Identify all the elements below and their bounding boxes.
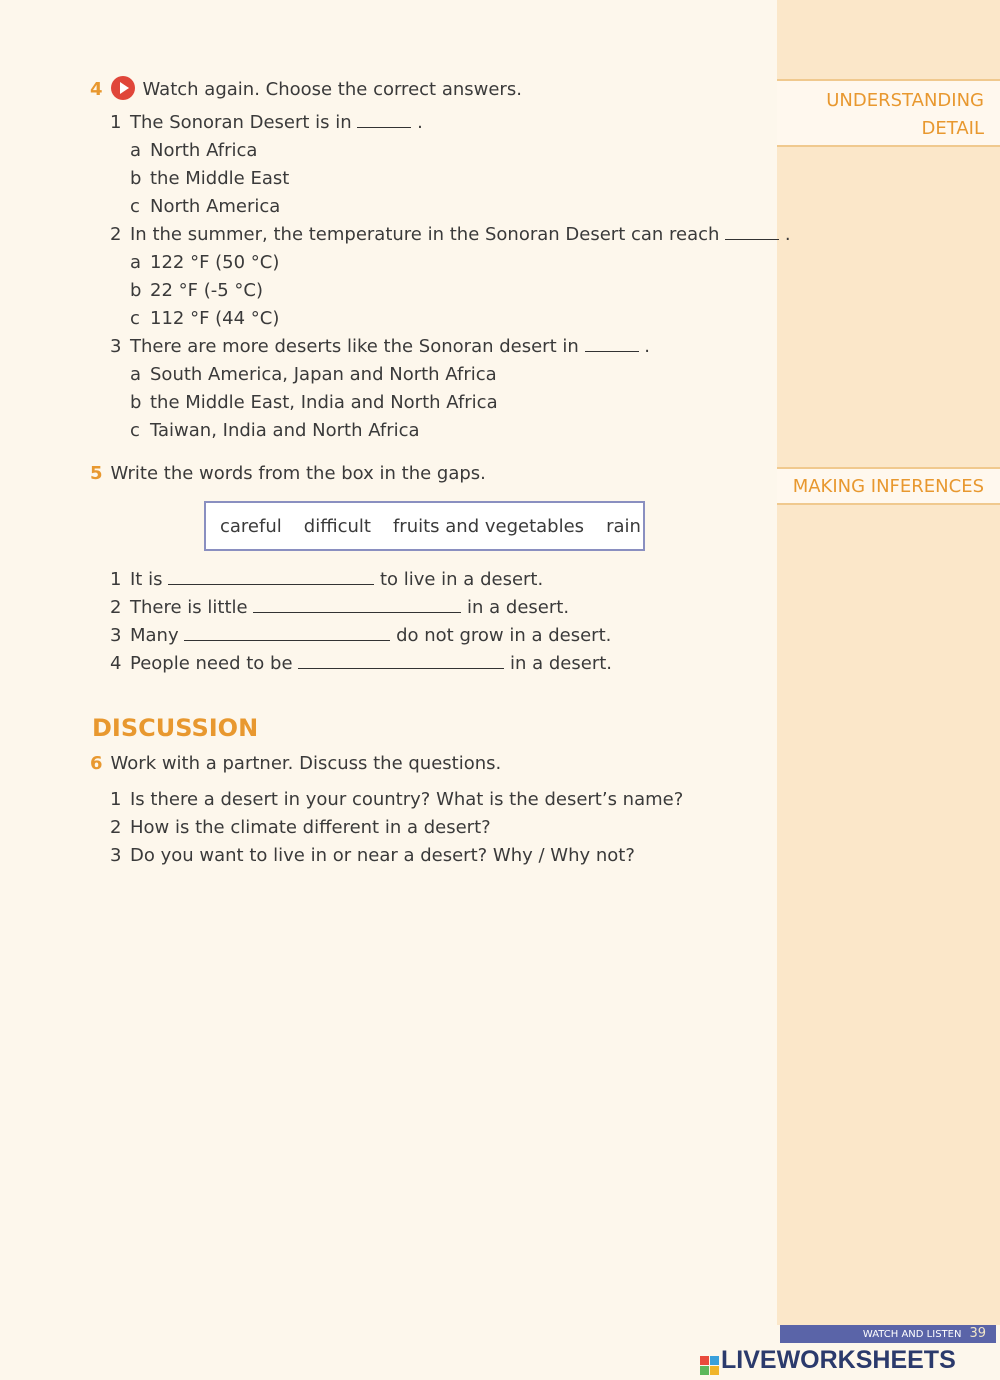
question-text: There are more deserts like the Sonoran desert in [130, 336, 579, 357]
question-number: 1 [110, 789, 122, 810]
answer-blank[interactable] [253, 598, 461, 613]
exercise-instruction: Watch again. Choose the correct answers. [142, 79, 522, 100]
footer-section: WATCH AND LISTEN [862, 1329, 962, 1340]
option[interactable] [130, 420, 420, 441]
option[interactable] [130, 280, 263, 301]
exercise-6-title [90, 753, 501, 774]
option-letter: a [130, 252, 142, 273]
exercise-number: 6 [90, 753, 103, 774]
sentence-number: 2 [110, 597, 122, 618]
question-number: 1 [110, 112, 122, 133]
sentence-before: There is little [130, 597, 248, 618]
question-number: 3 [110, 336, 122, 357]
option-text: 22 °F (-5 °C) [150, 280, 263, 301]
punctuation: . [644, 336, 650, 357]
exercise-number: 5 [90, 463, 103, 484]
punctuation: . [784, 224, 791, 245]
option-text: North America [150, 196, 281, 217]
sentence-after: to live in a desert. [379, 569, 544, 590]
answer-blank[interactable] [725, 225, 779, 240]
discussion-question [110, 845, 635, 866]
question-number: 2 [110, 224, 122, 245]
option[interactable] [130, 196, 280, 217]
option[interactable] [130, 364, 497, 385]
option-letter: c [130, 420, 140, 441]
word-box-item: fruits and vegetables [392, 515, 585, 537]
option-text: North Africa [150, 140, 258, 161]
sentence-before: It is [130, 569, 163, 590]
understanding-detail-heading [777, 79, 1000, 147]
option-letter: a [130, 140, 142, 161]
option-text: South America, Japan and North Africa [150, 364, 497, 385]
word-box-item: careful [220, 515, 282, 537]
answer-blank[interactable] [585, 337, 639, 352]
gap-sentence [110, 569, 543, 590]
option-text: 112 °F (44 °C) [150, 308, 280, 329]
sentence-number: 1 [110, 569, 122, 590]
option-letter: b [130, 168, 142, 189]
sentence-number: 3 [110, 625, 122, 646]
page-footer [780, 1325, 996, 1343]
question-text: The Sonoran Desert is in [130, 112, 352, 133]
option-text: the Middle East, India and North Africa [150, 392, 498, 413]
sentence-before: Many [130, 625, 179, 646]
question-text: How is the climate different in a desert? [130, 817, 491, 838]
question-text: Is there a desert in your country? What is the desert’s name? [130, 789, 684, 810]
heading-line: MAKING INFERENCES [792, 476, 984, 497]
sentence-number: 4 [110, 653, 122, 674]
sidebar [777, 0, 1000, 1325]
option-letter: b [130, 392, 142, 413]
gap-sentence [110, 597, 569, 618]
answer-blank[interactable] [168, 570, 374, 585]
option-letter: a [130, 364, 142, 385]
answer-blank[interactable] [298, 654, 504, 669]
word-box-item: difficult [303, 515, 371, 537]
punctuation: . [417, 112, 423, 133]
heading-line: DETAIL [921, 118, 984, 139]
question [110, 336, 650, 357]
gap-sentence [110, 625, 611, 646]
word-box [204, 501, 645, 551]
option[interactable] [130, 308, 279, 329]
option[interactable] [130, 140, 257, 161]
sentence-after: do not grow in a desert. [396, 625, 612, 646]
word-box-item: rain [606, 515, 641, 537]
page-number: 39 [969, 1326, 986, 1341]
question-number: 3 [110, 845, 122, 866]
sentence-after: in a desert. [510, 653, 613, 674]
sentence-before: People need to be [130, 653, 293, 674]
exercise-4-title [90, 76, 522, 100]
option-letter: c [130, 308, 140, 329]
discussion-heading: DISCUSSION [92, 714, 259, 742]
option[interactable] [130, 168, 289, 189]
option-letter: b [130, 280, 142, 301]
discussion-question [110, 789, 683, 810]
play-video-icon[interactable] [111, 76, 135, 100]
question-text: Do you want to live in or near a desert? Why / Why not? [130, 845, 635, 866]
heading-line: UNDERSTANDING [826, 90, 984, 111]
exercise-instruction: Write the words from the box in the gaps. [110, 463, 486, 484]
discussion-question [110, 817, 491, 838]
option-text: 122 °F (50 °C) [150, 252, 280, 273]
exercise-number: 4 [90, 79, 103, 100]
brand-icon [700, 1356, 719, 1375]
option-letter: c [130, 196, 140, 217]
making-inferences-heading [777, 467, 1000, 505]
liveworksheets-logo[interactable] [700, 1346, 956, 1375]
question-number: 2 [110, 817, 122, 838]
option-text: the Middle East [150, 168, 290, 189]
exercise-instruction: Work with a partner. Discuss the questions. [110, 753, 502, 774]
exercise-5-title [90, 463, 486, 484]
sentence-after: in a desert. [467, 597, 570, 618]
option[interactable] [130, 252, 279, 273]
question-text: In the summer, the temperature in the Sonoran Desert can reach [130, 224, 720, 245]
answer-blank[interactable] [184, 626, 390, 641]
question [110, 224, 791, 245]
gap-sentence [110, 653, 612, 674]
answer-blank[interactable] [357, 113, 411, 128]
option-text: Taiwan, India and North Africa [150, 420, 420, 441]
question [110, 112, 423, 133]
brand-text: LIVEWORKSHEETS [721, 1346, 956, 1374]
option[interactable] [130, 392, 498, 413]
